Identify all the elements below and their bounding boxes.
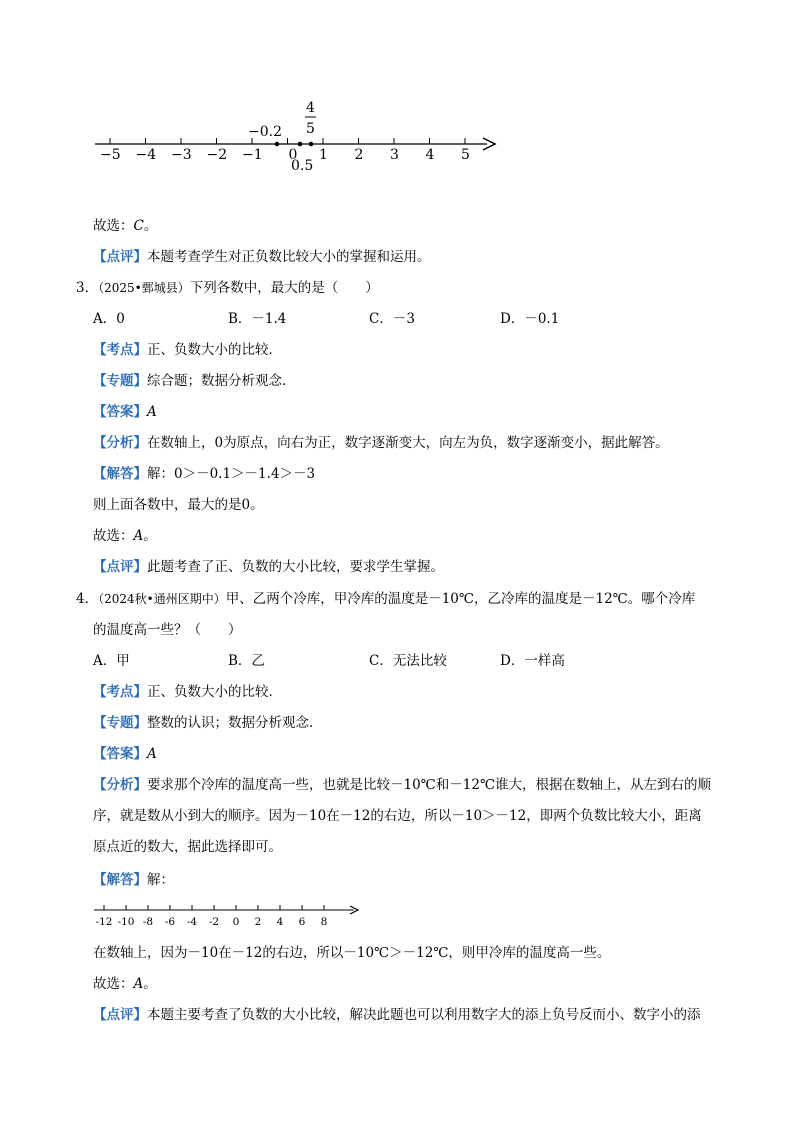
- zhuanti-tag: 【专题】: [93, 715, 147, 731]
- tick-label: -10: [117, 916, 135, 928]
- q2-choice-line: [93, 216, 157, 236]
- option-b: B．－1.4: [228, 311, 287, 327]
- fenxi-text: 在数轴上，0为原点，向右为正，数字逐渐变大，向左为负，数字逐渐变小，据此解答。: [147, 435, 669, 451]
- review-tag: 【点评】: [93, 1007, 147, 1023]
- question-number: 4．: [76, 591, 99, 607]
- q3-zhuanti: [93, 371, 296, 391]
- q3-line2: 则上面各数中，最大的是0。: [93, 497, 264, 513]
- question-source: （2024秋•通州区期中）: [98, 592, 226, 606]
- point-45: [309, 142, 314, 147]
- q3-stem: [76, 278, 379, 298]
- choice-end: 。: [143, 218, 158, 234]
- option-a: A．0: [93, 311, 125, 327]
- q3-jieda: [93, 464, 315, 484]
- tick-label: 1: [319, 147, 328, 163]
- fenxi-text: 要求那个冷库的温度高一些，也就是比较－10℃和－12℃谁大，根据在数轴上，从左到右的顺: [147, 777, 712, 793]
- tick-label: -8: [142, 916, 154, 928]
- kaodian-tag: 【考点】: [93, 342, 147, 358]
- choice-prefix: 故选：: [93, 976, 134, 992]
- choice-letter: A: [133, 528, 144, 544]
- choice-prefix: 故选：: [93, 218, 134, 234]
- q4-review: [93, 1005, 701, 1025]
- number-line-2-figure: [88, 900, 368, 936]
- q4-stem-line1: [76, 589, 695, 609]
- jieda-text: 解：: [147, 872, 174, 888]
- jieda-tag: 【解答】: [93, 466, 147, 482]
- review-text: 本题考查学生对正负数比较大小的掌握和运用。: [147, 249, 431, 265]
- zhuanti-tag: 【专题】: [93, 373, 147, 389]
- q2-review-line: [93, 247, 431, 267]
- tick-label: 3: [390, 147, 399, 163]
- q4-fenxi-3: 原点近的数大，据此选择即可。: [93, 839, 282, 855]
- frac-den: 5: [306, 121, 315, 137]
- review-text: 本题主要考查了负数的大小比较，解决此题也可以利用数字大的添上负号反而小、数字小的添: [147, 1007, 701, 1023]
- tick-label: 2: [354, 147, 364, 163]
- option-d: D．一样高: [500, 653, 565, 669]
- zhuanti-text: 整数的认识；数据分析观念．: [147, 715, 323, 731]
- option-d: D．－0.1: [500, 311, 560, 327]
- tick-label: -12: [95, 916, 113, 928]
- choice-prefix: 故选：: [93, 528, 134, 544]
- review-tag: 【点评】: [93, 249, 147, 265]
- option-c: C．无法比较: [369, 653, 447, 669]
- question-number: 3．: [76, 280, 99, 296]
- q3-kaodian: [93, 340, 282, 360]
- q4-choice-line: [93, 974, 157, 994]
- option-c: C．－3: [369, 311, 415, 327]
- choice-letter: A: [133, 976, 144, 992]
- zhuanti-text: 综合题；数据分析观念．: [147, 373, 296, 389]
- tick-label: 6: [298, 916, 306, 928]
- jieda-text: 解：0＞－0.1＞－1.4＞－3: [147, 466, 316, 482]
- q4-stem-line2: 的温度高一些？（ ）: [93, 622, 242, 638]
- tick-label: -4: [186, 916, 198, 928]
- answer-tag: 【答案】: [93, 746, 147, 762]
- q3-answer: [93, 402, 157, 422]
- fenxi-tag: 【分析】: [93, 777, 147, 793]
- q4-kaodian: [93, 682, 282, 702]
- q3-choice-line: [93, 526, 157, 546]
- fenxi-tag: 【分析】: [93, 435, 147, 451]
- frac-num: 4: [306, 100, 315, 116]
- review-tag: 【点评】: [93, 559, 147, 575]
- tick-label: −4: [135, 147, 157, 163]
- tick-label: 5: [461, 147, 470, 163]
- q4-zhuanti: [93, 713, 323, 733]
- tick-label: −1: [242, 147, 263, 163]
- label-neg02: −0.2: [248, 124, 282, 140]
- tick-label: -2: [208, 916, 220, 928]
- answer-text: A: [147, 404, 157, 420]
- answer-tag: 【答案】: [93, 404, 147, 420]
- kaodian-text: 正、负数大小的比较．: [147, 684, 282, 700]
- q4-after-line: 在数轴上，因为－10在－12的右边，所以－10℃＞－12℃，则甲冷库的温度高一些。: [93, 945, 611, 961]
- choice-letter: C: [133, 218, 144, 234]
- q4-jieda: [93, 870, 174, 890]
- point-05: [298, 142, 303, 147]
- tick-label: 8: [320, 916, 328, 928]
- q3-review: [93, 557, 444, 577]
- number-line-figure: [85, 95, 505, 180]
- tick-label: 0: [232, 916, 240, 928]
- option-a: A．甲: [93, 653, 130, 669]
- point-neg02: [275, 142, 280, 147]
- tick-label: 4: [276, 916, 284, 928]
- tick-label: 2: [254, 916, 262, 928]
- kaodian-text: 正、负数大小的比较．: [147, 342, 282, 358]
- tick-label: −2: [206, 147, 228, 163]
- q3-fenxi: [93, 433, 669, 453]
- label-05: 0.5: [291, 158, 314, 174]
- review-text: 此题考查了正、负数的大小比较，要求学生掌握。: [147, 559, 444, 575]
- choice-end: 。: [143, 976, 157, 992]
- tick-label: −5: [100, 147, 121, 163]
- answer-text: A: [147, 746, 157, 762]
- question-source: （2025•鄄城县）: [98, 281, 190, 295]
- choice-end: 。: [143, 528, 157, 544]
- tick-label: 4: [425, 147, 435, 163]
- q4-answer: [93, 744, 157, 764]
- question-stem: 甲、乙两个冷库，甲冷库的温度是－10℃，乙冷库的温度是－12℃。哪个冷库: [225, 591, 696, 607]
- q4-fenxi-1: [93, 775, 711, 795]
- option-b: B．乙: [228, 653, 265, 669]
- question-stem: 下列各数中，最大的是（ ）: [189, 280, 379, 296]
- kaodian-tag: 【考点】: [93, 684, 147, 700]
- tick-label: −3: [171, 147, 192, 163]
- tick-label: 0: [288, 147, 298, 163]
- tick-label: -6: [164, 916, 176, 928]
- q4-fenxi-2: 序，就是数从小到大的顺序。因为－10在－12的右边，所以－10＞－12，即两个负数比较大小，距离: [93, 808, 702, 824]
- jieda-tag: 【解答】: [93, 872, 147, 888]
